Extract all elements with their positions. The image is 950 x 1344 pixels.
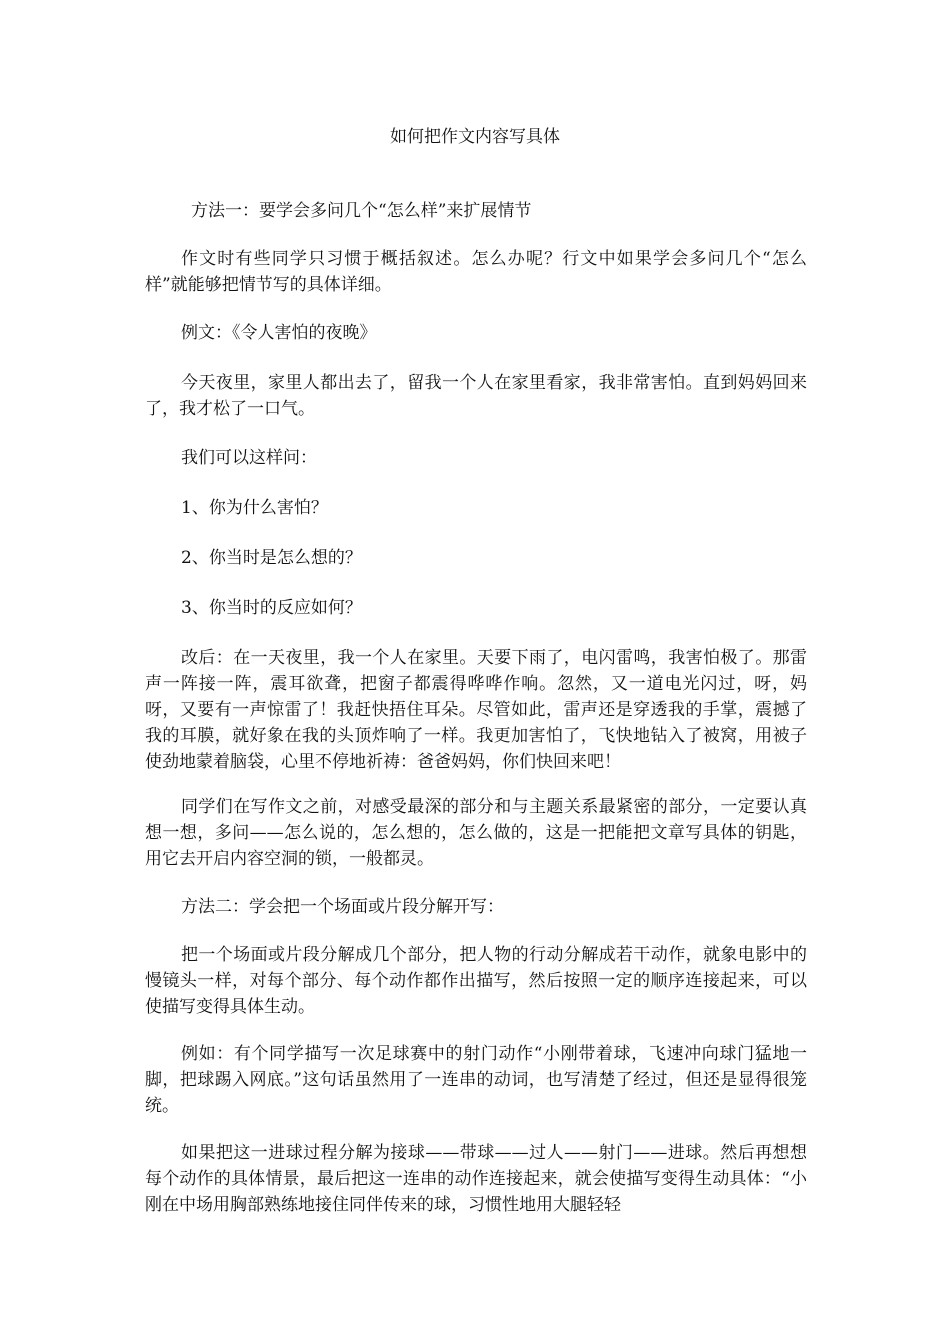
paragraph-soccer-breakdown: 如果把这一进球过程分解为接球——带球——过人——射门——进球。然后再想想每个动作的具体情景，最后把这一连串的动作连接起来，就会使描写变得生动具体：“小刚在中场用胸部熟练地接住同伴传来的球，习惯性地用大腿轻轻 — [145, 1143, 807, 1215]
example-title: 例文：《令人害怕的夜晚》 — [181, 323, 377, 343]
paragraph-ask-intro: 我们可以这样问： — [181, 448, 317, 468]
paragraph-method-two: 把一个场面或片段分解成几个部分，把人物的行动分解成若干动作，就象电影中的慢镜头一样，对每个部分、每个动作都作出描写，然后按照一定的顺序连接起来，可以使描写变得具体生动。 — [145, 945, 807, 1017]
paragraph-intro: 作文时有些同学只习惯于概括叙述。怎么办呢？行文中如果学会多问几个“怎么样”就能够把情节写的具体详细。 — [145, 249, 807, 295]
method-two-heading: 方法二：学会把一个场面或片段分解开写： — [181, 897, 504, 917]
paragraph-example-original: 今天夜里，家里人都出去了，留我一个人在家里看家，我非常害怕。直到妈妈回来了，我才松了一口气。 — [145, 373, 807, 419]
method-one-heading: 方法一：要学会多问几个“怎么样”来扩展情节 — [191, 201, 532, 221]
page-title: 如何把作文内容写具体 — [390, 127, 560, 147]
question-item-3: 3、你当时的反应如何？ — [181, 598, 362, 618]
paragraph-advice: 同学们在写作文之前，对感受最深的部分和与主题关系最紧密的部分，一定要认真想一想，多问——怎么说的，怎么想的，怎么做的，这是一把能把文章写具体的钥匙，用它去开启内容空洞的锁，一般都灵。 — [145, 797, 807, 869]
paragraph-soccer-example: 例如：有个同学描写一次足球赛中的射门动作“小刚带着球，飞速冲向球门猛地一脚，把球踢入网底。”这句话虽然用了一连串的动词，也写清楚了经过，但还是显得很笼统。 — [145, 1044, 807, 1116]
paragraph-revised-example: 改后：在一天夜里，我一个人在家里。天要下雨了，电闪雷鸣，我害怕极了。那雷声一阵接一阵，震耳欲聋，把窗子都震得哗哗作响。忽然，又一道电光闪过，呀，妈呀，又要有一声惊雷了！我赶快捂住耳朵。尽管如此，雷声还是穿透我的手掌，震撼了我的耳膜，就好象在我的头顶炸响了一样。我更加害怕了，飞快地钻入了被窝，用被子使劲地蒙着脑袋，心里不停地祈祷：爸爸妈妈，你们快回来吧！ — [145, 648, 807, 772]
question-item-1: 1、你为什么害怕？ — [181, 498, 328, 518]
question-item-2: 2、你当时是怎么想的？ — [181, 548, 362, 568]
